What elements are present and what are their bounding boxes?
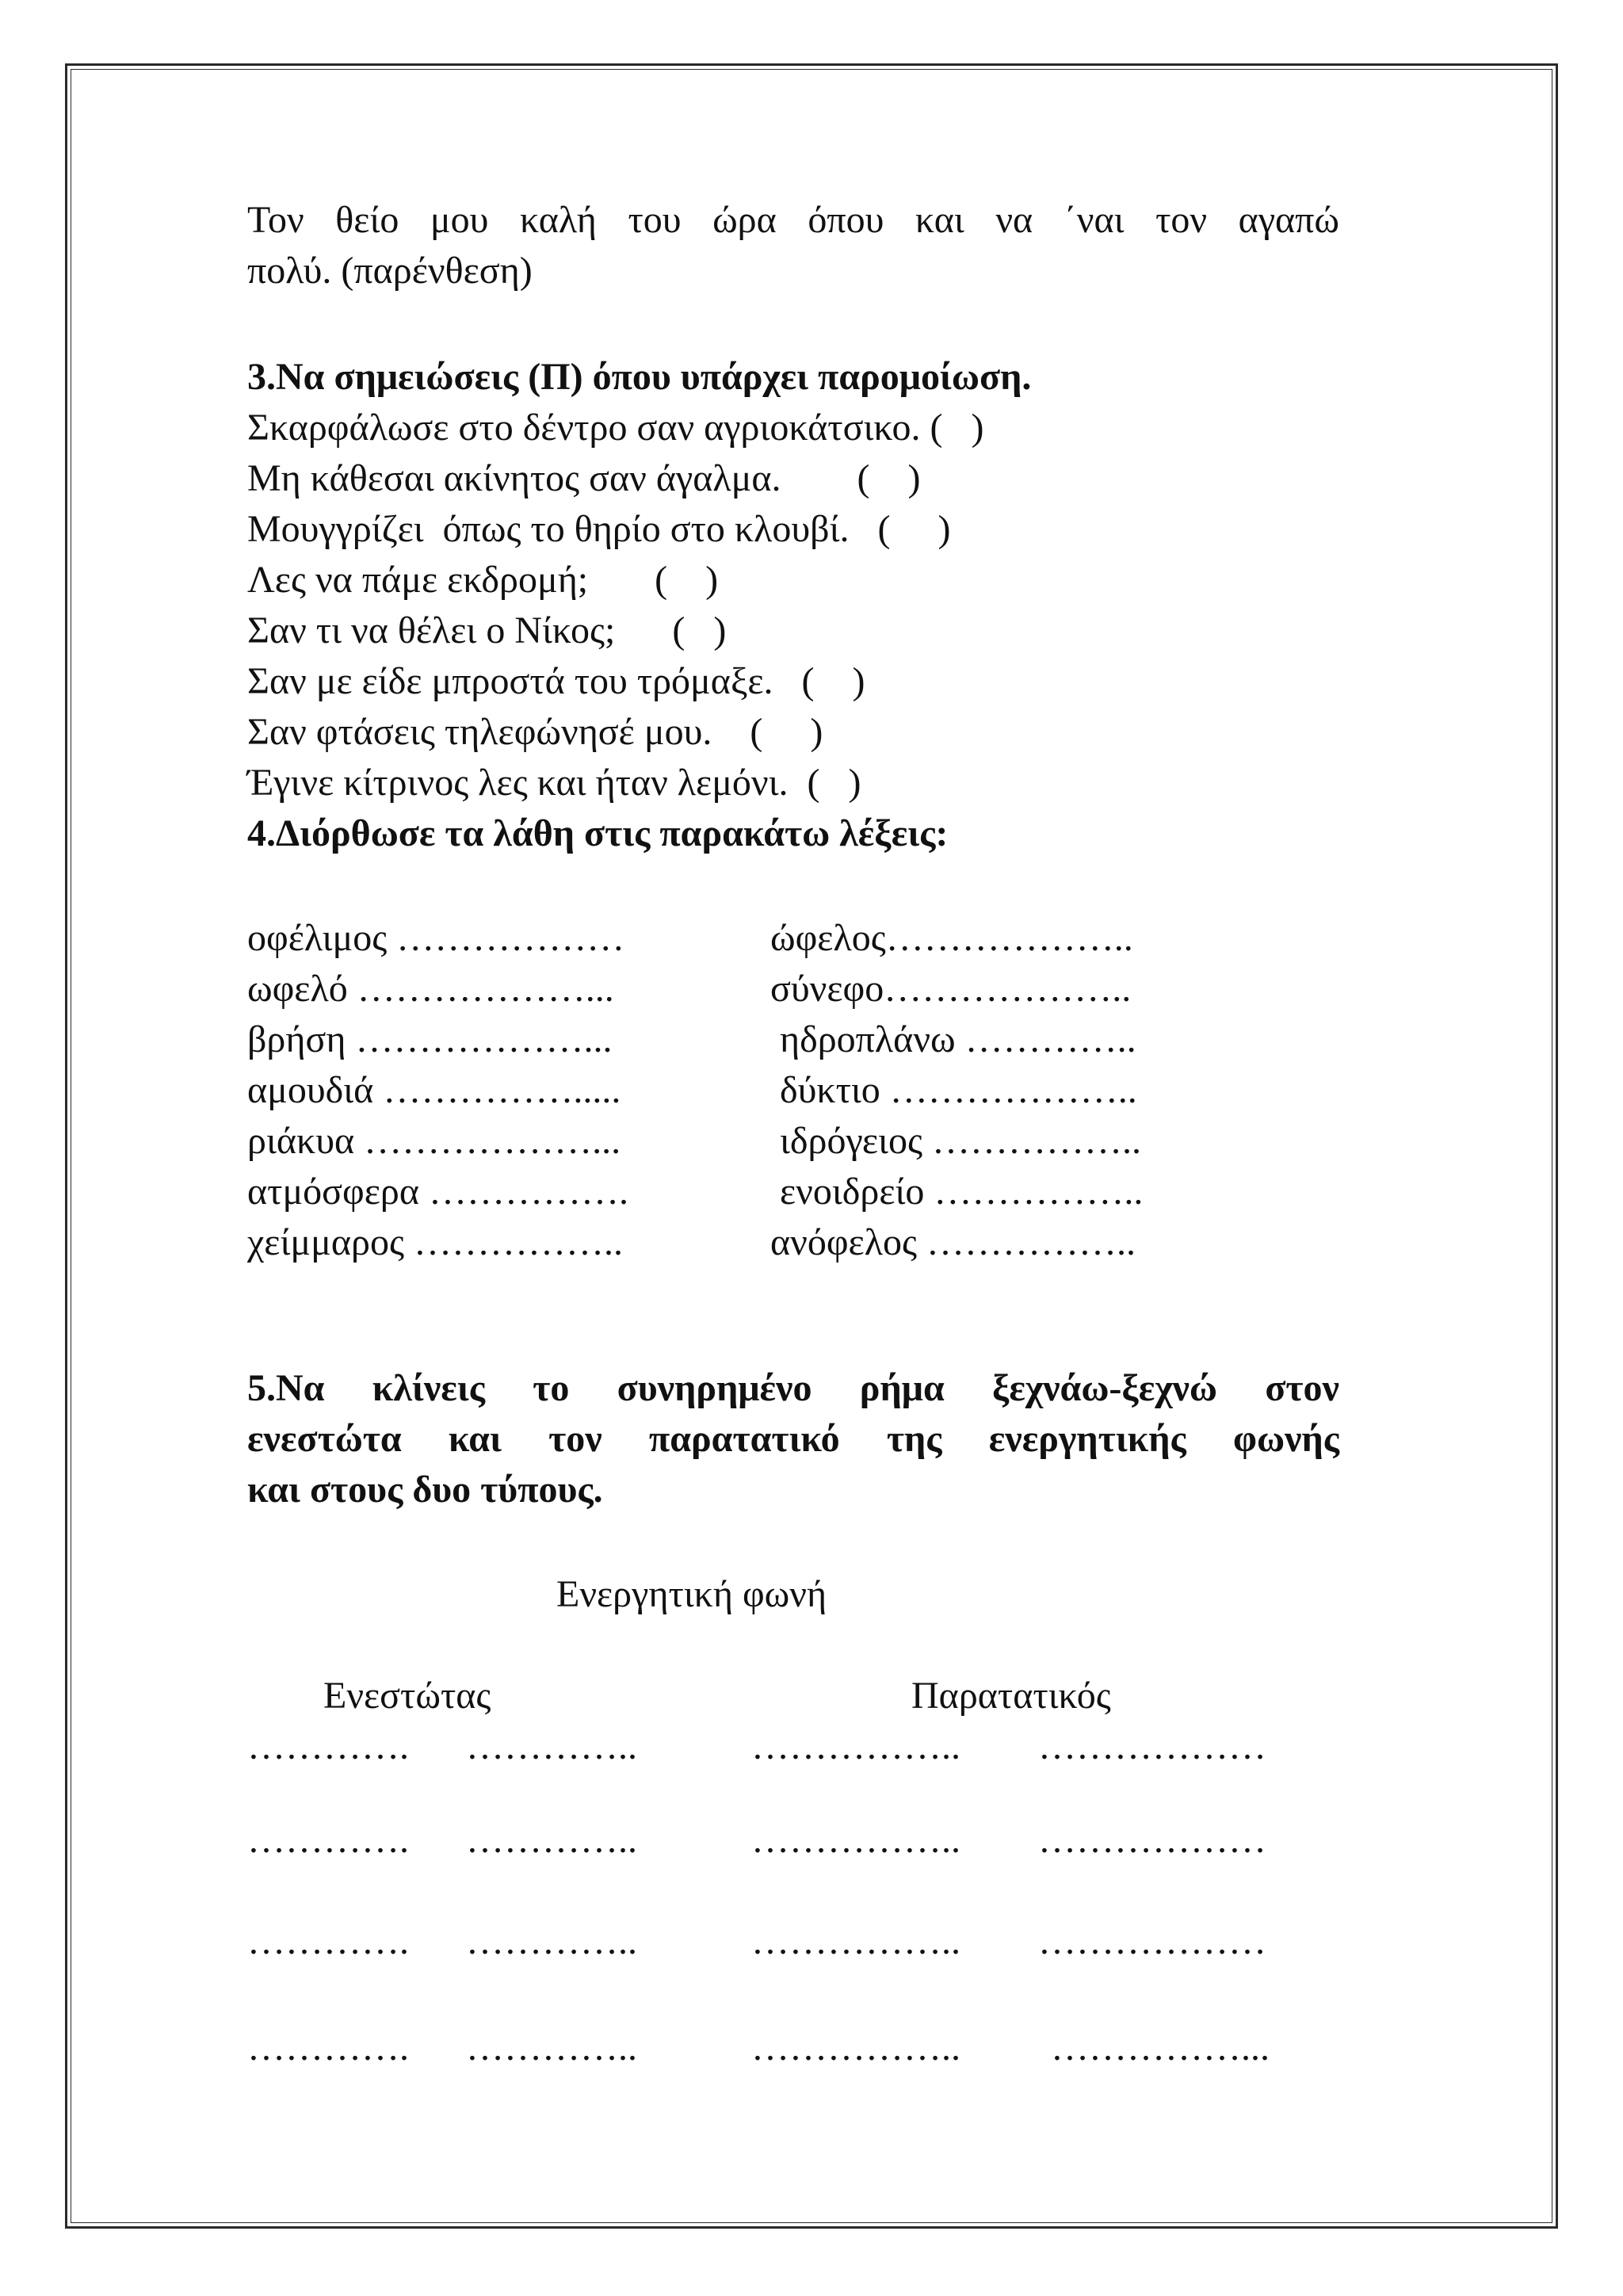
exercise-3-item: Μη κάθεσαι ακίνητος σαν άγαλμα. ( )	[247, 457, 921, 499]
exercise-5-title-line: ενεστώτα και τον παρατατικό της ενεργητικής φωνής	[247, 1418, 1339, 1460]
blank-line: ………………	[1038, 1819, 1266, 1861]
column-heading-present: Ενεστώτας	[323, 1675, 491, 1717]
voice-heading: Ενεργητική φωνή	[556, 1573, 827, 1615]
blank-line: …………..	[466, 1920, 637, 1962]
blank-line: ………….	[247, 1920, 409, 1962]
exercise-3-item: Σαν με είδε μπροστά του τρόμαξε. ( )	[247, 660, 865, 702]
exercise-4-word-right: ενοιδρείο ……………..	[770, 1171, 1144, 1213]
exercise-4-word-left: ωφελό ………………...	[247, 968, 614, 1010]
exercise-4-word-right: δύκτιο ………………..	[770, 1069, 1137, 1111]
exercise-4-word-left: χείμμαρος ……………..	[247, 1221, 623, 1263]
blank-line: ……………...	[1051, 2027, 1270, 2069]
blank-line: ………………	[1038, 1725, 1266, 1767]
exercise-3-item: Έγινε κίτρινος λες και ήταν λεμόνι. ( )	[247, 762, 861, 804]
blank-line: ……………..	[751, 1725, 960, 1767]
blank-line: ……………..	[751, 1819, 960, 1861]
blank-line: ………….	[247, 2027, 409, 2069]
exercise-5-title-line: 5.Να κλίνεις το συνηρημένο ρήμα ξεχνάω-ξεχνώ στον	[247, 1367, 1339, 1409]
column-heading-imperfect: Παρατατικός	[911, 1675, 1111, 1717]
blank-line: …………..	[466, 1725, 637, 1767]
exercise-4-word-left: οφέλιμος ………………	[247, 917, 625, 959]
intro-line-2: πολύ. (παρένθεση)	[247, 250, 533, 292]
blank-line: ……………..	[751, 1920, 960, 1962]
exercise-4-word-right: ηδροπλάνω …………..	[770, 1018, 1136, 1060]
exercise-3-item: Σκαρφάλωσε στο δέντρο σαν αγριοκάτσικο. ( )	[247, 407, 984, 449]
exercise-4-word-left: ριάκυα ………………...	[247, 1120, 621, 1162]
exercise-3-item: Σαν φτάσεις τηλεφώνησέ μου. ( )	[247, 711, 823, 753]
exercise-3-title: 3.Να σημειώσεις (Π) όπου υπάρχει παρομοίωση.	[247, 356, 1032, 398]
exercise-4-title: 4.Διόρθωσε τα λάθη στις παρακάτω λέξεις:	[247, 812, 949, 854]
exercise-4-word-right: ώφελος………………..	[770, 917, 1133, 959]
exercise-4-word-left: ατμόσφερα …………….	[247, 1171, 629, 1213]
exercise-4-word-right: ιδρόγειος ……………..	[770, 1120, 1141, 1162]
blank-line: ………………	[1038, 1920, 1266, 1962]
exercise-4-word-right: σύνεφο………………..	[770, 968, 1132, 1010]
exercise-4-word-right: ανόφελος ……………..	[770, 1221, 1136, 1263]
blank-line: …………..	[466, 1819, 637, 1861]
exercise-3-item: Λες να πάμε εκδρομή; ( )	[247, 559, 719, 601]
blank-line: ……………..	[751, 2027, 960, 2069]
exercise-3-item: Μουγγρίζει όπως το θηρίο στο κλουβί. ( )	[247, 508, 951, 550]
exercise-4-word-left: αμουδιά …………….....	[247, 1069, 621, 1111]
exercise-3-item: Σαν τι να θέλει ο Νίκος; ( )	[247, 609, 727, 651]
blank-line: …………..	[466, 2027, 637, 2069]
intro-line-1: Τον θείο μου καλή του ώρα όπου και να ΄ναι τον αγαπώ	[247, 199, 1339, 241]
exercise-4-word-left: βρήση ………………...	[247, 1018, 613, 1060]
exercise-5-title-line: και στους δυο τύπους.	[247, 1469, 603, 1511]
blank-line: ………….	[247, 1819, 409, 1861]
blank-line: ………….	[247, 1725, 409, 1767]
